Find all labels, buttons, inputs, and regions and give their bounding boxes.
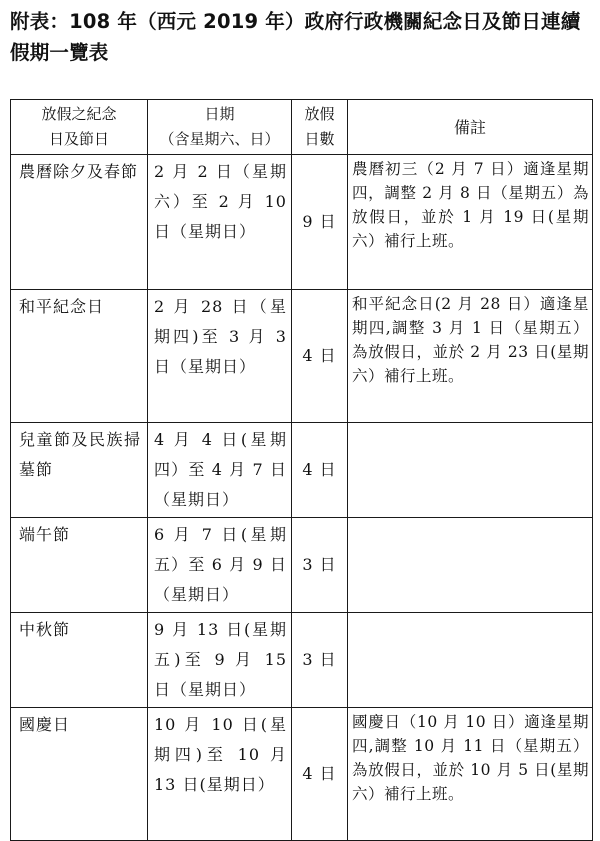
holiday-remarks-cell: 國慶日（10 月 10 日）適逢星期四,調整 10 月 11 日（星期五）為放假日，並於 10 月 5 日(星期六）補行上班。 xyxy=(348,708,593,841)
holiday-date-cell: 2 月 2 日（星期六）至 2 月 10 日（星期日） xyxy=(148,155,292,290)
column-header-days xyxy=(292,100,348,155)
table-row xyxy=(11,518,593,613)
header-date-line2: （含星期六、日） xyxy=(159,130,280,148)
holiday-remarks-cell xyxy=(348,423,593,518)
page-title: 附表：108 年（西元 2019 年）政府行政機關紀念日及節日連續假期一覽表 xyxy=(10,10,581,64)
holiday-name-cell: 農曆除夕及春節 xyxy=(11,155,148,290)
holiday-table xyxy=(10,99,593,841)
holiday-days-cell: 4 日 xyxy=(292,708,348,841)
holiday-remarks-cell xyxy=(348,613,593,708)
holiday-date-cell: 6 月 7 日(星期五）至 6 月 9 日（星期日） xyxy=(148,518,292,613)
header-days-line2: 日數 xyxy=(304,130,335,148)
holiday-name-cell: 中秋節 xyxy=(11,613,148,708)
holiday-days-cell: 3 日 xyxy=(292,518,348,613)
holiday-date-cell: 4 月 4 日(星期四）至 4 月 7 日（星期日） xyxy=(148,423,292,518)
column-header-holiday-name xyxy=(11,100,148,155)
holiday-remarks-cell: 農曆初三（2 月 7 日）適逢星期四，調整 2 月 8 日（星期五）為放假日，並於 1 月 19 日(星期六）補行上班。 xyxy=(348,155,593,290)
holiday-remarks-cell xyxy=(348,518,593,613)
header-name-line1: 放假之紀念 xyxy=(41,105,117,123)
table-row xyxy=(11,155,593,290)
header-days-line1: 放假 xyxy=(304,105,335,123)
header-name-line2: 日及節日 xyxy=(48,130,109,148)
table-header-row xyxy=(11,100,593,155)
holiday-days-cell: 9 日 xyxy=(292,155,348,290)
holiday-remarks-cell: 和平紀念日(2 月 28 日）適逢星期四,調整 3 月 1 日（星期五）為放假日，並於 2 月 23 日(星期六）補行上班。 xyxy=(348,290,593,423)
holiday-days-cell: 4 日 xyxy=(292,423,348,518)
holiday-name-cell: 和平紀念日 xyxy=(11,290,148,423)
holiday-date-cell: 9 月 13 日(星期五)至 9 月 15 日（星期日） xyxy=(148,613,292,708)
holiday-name-cell: 國慶日 xyxy=(11,708,148,841)
holiday-days-cell: 4 日 xyxy=(292,290,348,423)
holiday-date-cell: 2 月 28 日（星期四)至 3 月 3 日（星期日） xyxy=(148,290,292,423)
holiday-date-cell: 10 月 10 日(星期四)至 10 月 13 日(星期日） xyxy=(148,708,292,841)
column-header-date xyxy=(148,100,292,155)
table-row xyxy=(11,423,593,518)
table-row xyxy=(11,613,593,708)
header-date-line1: 日期 xyxy=(204,105,235,123)
column-header-remarks: 備註 xyxy=(348,100,593,155)
holiday-days-cell: 3 日 xyxy=(292,613,348,708)
table-row xyxy=(11,290,593,423)
holiday-name-cell: 兒童節及民族掃墓節 xyxy=(11,423,148,518)
table-row xyxy=(11,708,593,841)
holiday-name-cell: 端午節 xyxy=(11,518,148,613)
